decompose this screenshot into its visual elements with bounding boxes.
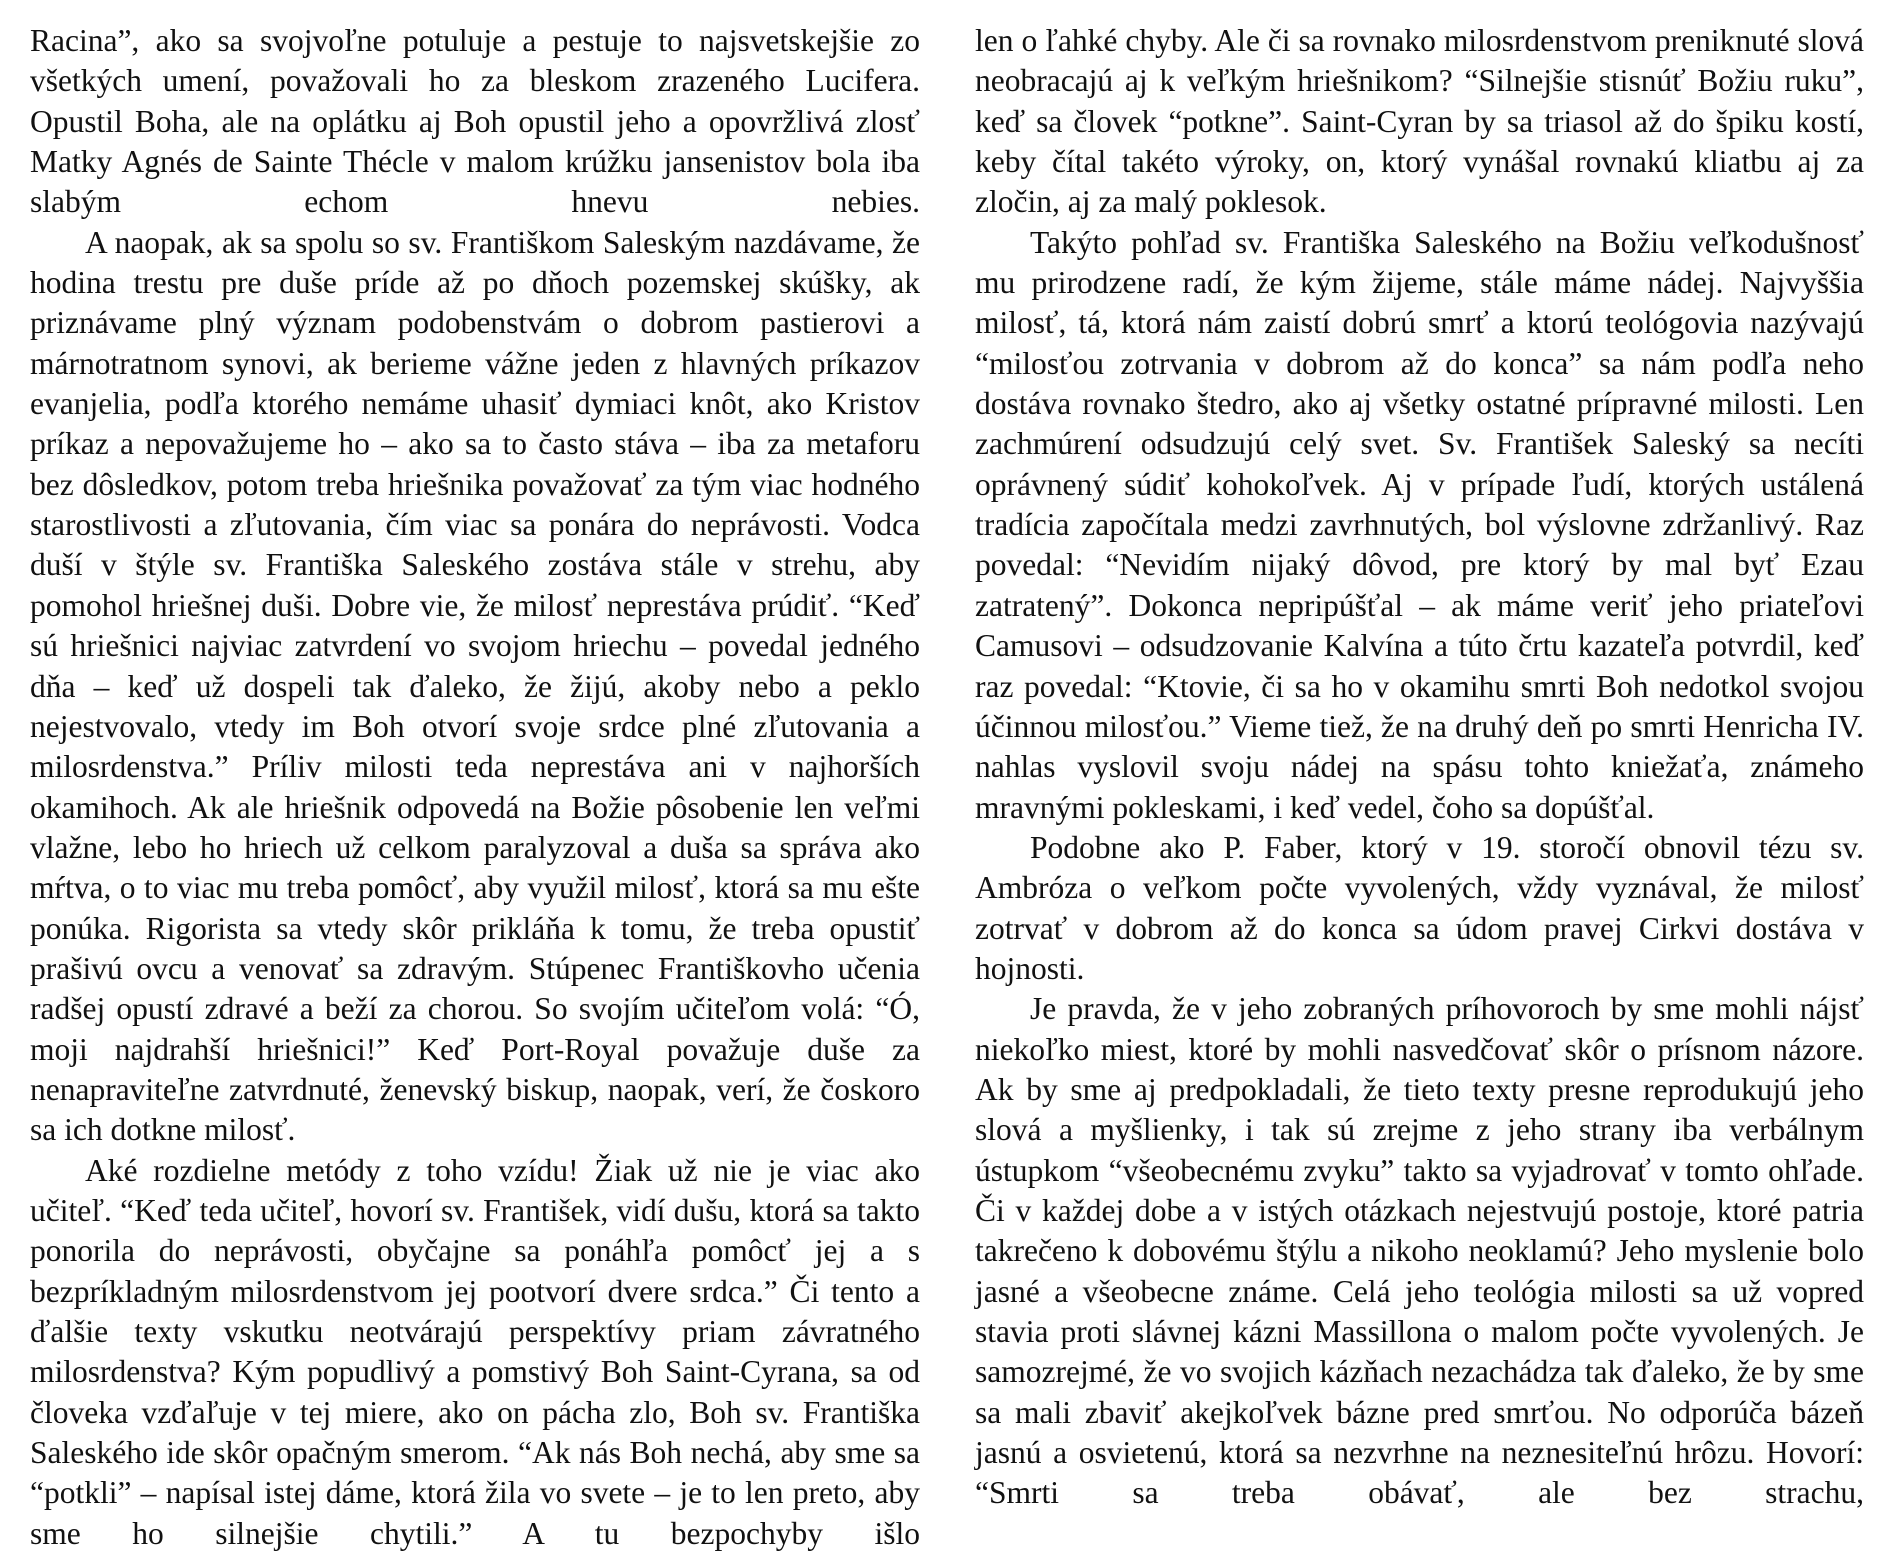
paragraph: Podobne ako P. Faber, ktorý v 19. storočí obnovil tézu sv. Ambróza o veľkom počte vyvolených, vždy vyznával, že milosť zotrvať v dobrom až do konca sa údom pravej Cirkvi dostáva v hojnosti. — [975, 829, 1864, 986]
paragraph: A naopak, ak sa spolu so sv. Františkom Saleským nazdávame, že hodina trestu pre duše príde až po dňoch pozemskej skúšky, ak priznávame plný význam podobenstvám o dobrom pastierovi a márnotratnom synovi, ak berieme vážne jeden z hlavných príkazov evanjelia, podľa ktorého nemáme uhasiť dymiaci knôt, ako Kristov príkaz a nepovažujeme ho – ako sa to často stáva – iba za metaforu bez dôsledkov, potom treba hriešnika považovať za tým viac hodného starostlivosti a zľutovania, čím viac sa ponára do neprávosti. Vodca duší v štýle sv. Františka Saleského zostáva stále v strehu, aby pomohol hriešnej duši. Dobre vie, že milosť neprestáva prúdiť. “Keď sú hriešnici najviac zatvrdení vo svojom hriechu – povedal jedného dňa – keď už dospeli tak ďaleko, že žijú, akoby nebo a peklo nejestvovalo, vtedy im Boh otvorí svoje srdce plné zľutovania a milosrdenstva.” Príliv milosti teda neprestáva ani v najhorších okamihoch. Ak ale hriešnik odpovedá na Božie pôsobenie len veľmi vlažne, lebo ho hriech už celkom paralyzoval a duša sa správa ako mŕtva, o to viac mu treba pomôcť, aby využil milosť, ktorá sa mu ešte ponúka. Rigorista sa vtedy skôr prikláňa k tomu, že treba opustiť prašivú ovcu a venovať sa zdravým. Stúpenec Františkovho učenia radšej opustí zdravé a beží za chorou. So svojím učiteľom volá: “Ó, moji najdrahší hriešnici!” Keď Port-Royal považuje duše za nenapraviteľne zatvrdnuté, ženevský biskup, naopak, verí, že čoskoro sa ich dotkne milosť. — [30, 224, 920, 1148]
paragraph: Aké rozdielne metódy z toho vzídu! Žiak už nie je viac ako učiteľ. “Keď teda učiteľ, hovorí sv. František, vidí dušu, ktorá sa takto ponorila do neprávosti, obyčajne sa ponáhľa pomôcť jej a s bezpríkladným milosrdenstvom jej pootvorí dvere srdca.” Či tento a ďalšie texty vskutku neotvárajú perspektívy priam závratného milosrdenstva? Kým popudlivý a pomstivý Boh Saint-Cyrana, sa od človeka vzďaľuje v tej miere, ako on pácha zlo, Boh sv. Františka Saleského ide skôr opačným smerom. “Ak nás Boh nechá, aby sme sa “potkli” – napísal istej dáme, ktorá žila vo svete – je to len preto, aby sme ho silnejšie chytili.” A tu bezpochyby išlo — [30, 1152, 920, 1551]
paragraph: len o ľahké chyby. Ale či sa rovnako milosrdenstvom preniknuté slová neobracajú aj k veľkým hriešnikom? “Silnejšie stisnúť Božiu ruku”, keď sa človek “potkne”. Saint-Cyran by sa triasol až do špiku kostí, keby čítal takéto výroky, on, ktorý vynášal rovnakú kliatbu aj za zločin, aj za malý poklesok. — [975, 23, 1864, 220]
paragraph: Je pravda, že v jeho zobraných príhovoroch by sme mohli nájsť niekoľko miest, ktoré by mohli nasvedčovať skôr o prísnom názore. Ak by sme aj predpokladali, že tieto texty presne reprodukujú jeho slová a myšlienky, i tak sú zrejme z jeho strany iba verbálnym ústupkom “všeobecnému zvyku” takto sa vyjadrovať v tomto ohľade. Či v každej dobe a v istých otázkach nejestvujú postoje, ktoré patria takrečeno k dobovému štýlu a nikoho neoklamú? Jeho myslenie bolo jasné a všeobecne známe. Celá jeho teológia milosti sa už vopred stavia proti slávnej kázni Massillona o malom počte vyvolených. Je samozrejmé, že vo svojich kázňach nezachádza tak ďaleko, že by sme sa mali zbaviť akejkoľvek bázne pred smrťou. No odporúča bázeň jasnú a osvietenú, ktorá sa nezvrhne na neznesiteľnú hrôzu. Hovorí: “Smrti sa treba obávať, ale bez strachu, — [975, 991, 1864, 1511]
paragraph: Racina”, ako sa svojvoľne potuluje a pestuje to najsvetskejšie zo všetkých umení, považovali ho za bleskom zrazeného Lucifera. Opustil Boha, ale na oplátku aj Boh opustil jeho a opovržlivá zlosť Matky Agnés de Sainte Thécle v malom krúžku jansenistov bola iba slabým echom hnevu nebies. — [30, 23, 920, 220]
paragraph: Takýto pohľad sv. Františka Saleského na Božiu veľkodušnosť mu prirodzene radí, že kým žijeme, stále máme nádej. Najvyššia milosť, tá, ktorá nám zaistí dobrú smrť a ktorú teológovia nazývajú “milosťou zotrvania v dobrom až do konca” sa nám podľa neho dostáva rovnako štedro, ako aj všetky ostatné prípravné milosti. Len zachmúrení odsudzujú celý svet. Sv. František Saleský sa necíti oprávnený súdiť kohokoľvek. Aj v prípade ľudí, ktorých ustálená tradícia započítala medzi zavrhnutých, bol výslovne zdržanlivý. Raz povedal: “Nevidím nijaký dôvod, pre ktorý by mal byť Ezau zatratený”. Dokonca nepripúšťal – ak máme veriť jeho priateľovi Camusovi – odsudzovanie Kalvína a túto črtu kazateľa potvrdil, keď raz povedal: “Ktovie, či sa ho v okamihu smrti Boh nedotkol svojou účinnou milosťou.” Vieme tiež, že na druhý deň po smrti Henricha IV. nahlas vyslovil svoju nádej na spásu tohto kniežaťa, známeho mravnými pokleskami, i keď vedel, čoho sa dopúšťal. — [975, 224, 1864, 825]
left-text-column — [30, 21, 920, 1554]
right-text-column — [975, 21, 1864, 1514]
